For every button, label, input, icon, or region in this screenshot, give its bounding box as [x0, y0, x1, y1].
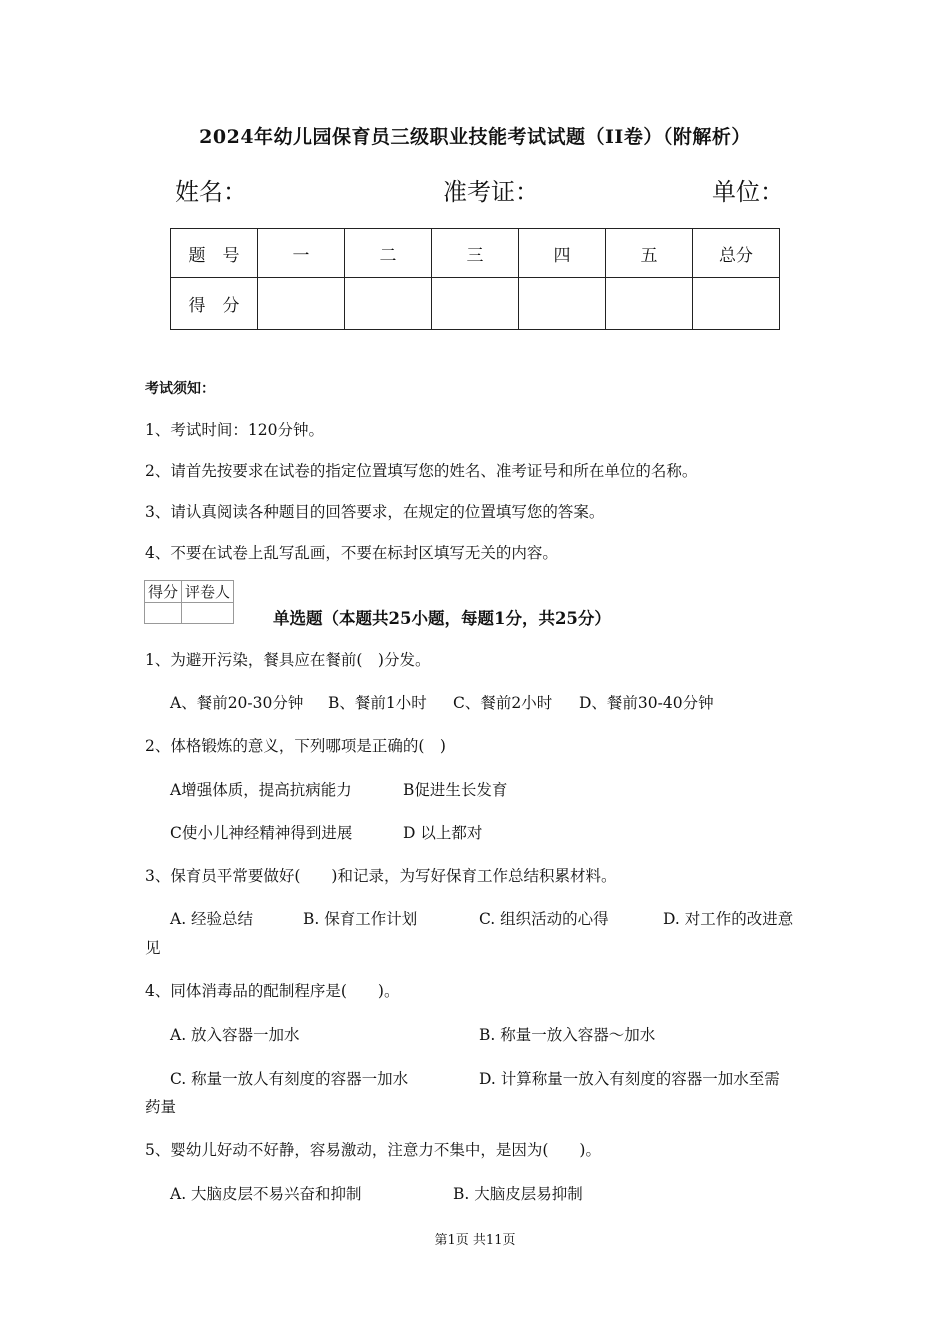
question-option: C、餐前2小时: [453, 694, 553, 712]
question-option: A. 经验总结: [170, 910, 254, 928]
score-header-cell: 总分: [693, 229, 780, 278]
question-option: B. 称量一放入容器～加水: [479, 1026, 656, 1044]
question-option: A. 放入容器一加水: [170, 1026, 300, 1044]
notice-heading: 考试须知：: [145, 381, 215, 397]
score-cell[interactable]: [345, 278, 432, 330]
notice-item: 3、请认真阅读各种题目的回答要求，在规定的位置填写您的答案。: [145, 503, 605, 521]
question-option: A. 大脑皮层不易兴奋和抑制: [170, 1185, 362, 1203]
question-stem: 4、同体消毒品的配制程序是( )。: [145, 982, 400, 1000]
grader-reviewer-cell[interactable]: [182, 603, 234, 624]
score-header-cell: 四: [519, 229, 606, 278]
question-option: A增强体质，提高抗病能力: [170, 781, 352, 799]
name-label: 姓名：: [175, 178, 247, 206]
score-cell[interactable]: [519, 278, 606, 330]
score-header-cell: 一: [258, 229, 345, 278]
score-header-cell: 五: [606, 229, 693, 278]
grader-box: [144, 580, 234, 624]
score-header-cell: 题 号: [171, 229, 258, 278]
question-option: B、餐前1小时: [328, 694, 427, 712]
score-cell[interactable]: [258, 278, 345, 330]
question-option: D. 计算称量一放入有刻度的容器一加水至需: [479, 1070, 780, 1088]
score-cell[interactable]: [606, 278, 693, 330]
score-cell[interactable]: [693, 278, 780, 330]
unit-label: 单位：: [712, 178, 784, 206]
section-title: 单选题（本题共25小题，每题1分，共25分）: [273, 609, 611, 628]
question-option: B促进生长发育: [403, 781, 508, 799]
page-footer: 第1页 共11页: [434, 1233, 516, 1248]
question-option: D. 对工作的改进意: [663, 910, 794, 928]
question-option: B. 大脑皮层易抑制: [453, 1185, 583, 1203]
grader-score-cell[interactable]: [145, 603, 182, 624]
ticket-label: 准考证：: [443, 178, 539, 206]
notice-item: 4、不要在试卷上乱写乱画，不要在标封区填写无关的内容。: [145, 544, 558, 562]
notice-item: 1、考试时间：120分钟。: [145, 421, 324, 439]
score-table: [170, 228, 780, 330]
grader-reviewer-label: 评卷人: [182, 581, 234, 603]
question-option: C使小儿神经精神得到进展: [170, 824, 353, 842]
question-option: C. 组织活动的心得: [479, 910, 609, 928]
question-option: C. 称量一放人有刻度的容器一加水: [170, 1070, 409, 1088]
question-option-wrap: 药量: [145, 1098, 177, 1116]
question-option-wrap: 见: [145, 939, 161, 957]
exam-title: 2024年幼儿园保育员三级职业技能考试试题（II卷）（附解析）: [199, 126, 751, 148]
question-stem: 2、体格锻炼的意义，下列哪项是正确的( ): [145, 737, 446, 755]
score-row-label: 得 分: [171, 278, 258, 330]
question-option: A、餐前20-30分钟: [170, 694, 304, 712]
question-stem: 3、保育员平常要做好( )和记录，为写好保育工作总结积累材料。: [145, 867, 617, 885]
question-option: B. 保育工作计划: [303, 910, 418, 928]
question-stem: 5、婴幼儿好动不好静，容易激动，注意力不集中，是因为( )。: [145, 1141, 601, 1159]
notice-item: 2、请首先按要求在试卷的指定位置填写您的姓名、准考证号和所在单位的名称。: [145, 462, 698, 480]
question-option: D 以上都对: [403, 824, 483, 842]
score-header-cell: 三: [432, 229, 519, 278]
question-option: D、餐前30-40分钟: [579, 694, 714, 712]
score-header-cell: 二: [345, 229, 432, 278]
question-stem: 1、为避开污染，餐具应在餐前( )分发。: [145, 651, 431, 669]
grader-score-label: 得分: [145, 581, 182, 603]
score-cell[interactable]: [432, 278, 519, 330]
